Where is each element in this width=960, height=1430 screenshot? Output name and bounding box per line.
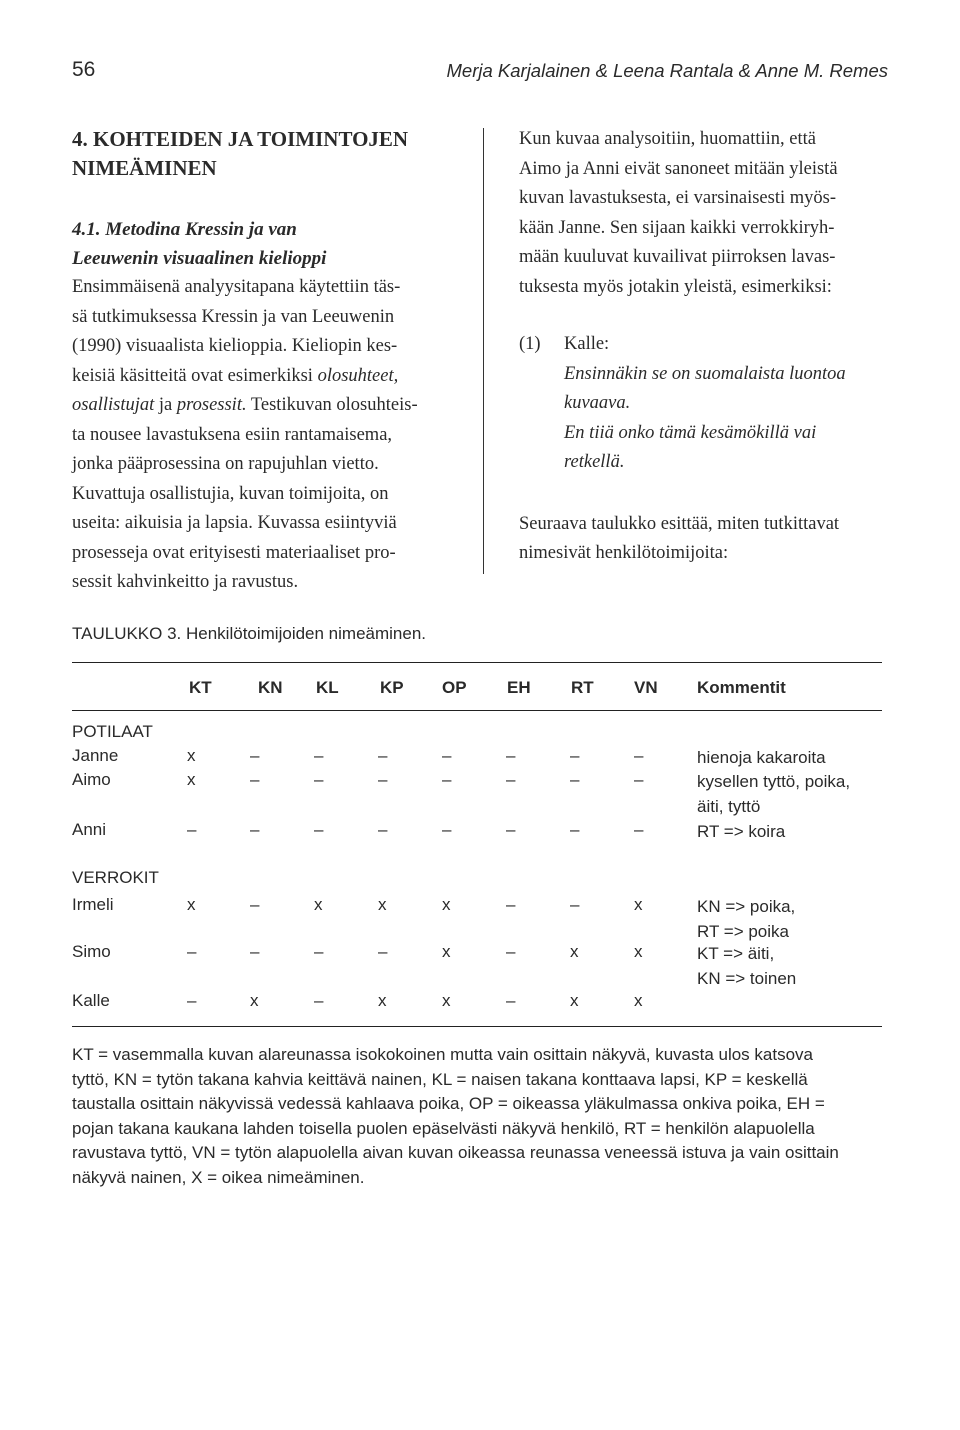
table-cell-kt: x <box>187 770 196 789</box>
right-paragraph <box>519 125 899 302</box>
row-comment: KT => äiti, <box>697 944 775 963</box>
row-comment: KN => poika, <box>697 897 796 916</box>
table-cell-kp: – <box>378 942 388 961</box>
table-cell-eh: – <box>506 820 516 839</box>
table-cell-kp: – <box>378 820 388 839</box>
paragraph-line: ta nousee lavastuksena esiin rantamaisema, <box>72 424 393 445</box>
column-header-kt: KT <box>189 678 212 697</box>
row-label: Janne <box>72 746 119 765</box>
table-cell-kp: – <box>378 746 388 765</box>
column-header-kn: KN <box>258 678 283 697</box>
group-label: POTILAAT <box>72 722 153 741</box>
row-label: Anni <box>72 820 107 839</box>
table-cell-eh: – <box>506 991 516 1010</box>
paragraph-line: jonka pääprosessina on rapujuhlan vietto. <box>72 454 379 474</box>
footnote-line: taustalla osittain näkyvissä vedessä kahlaava poika, OP = oikeassa yläkulmassa onkiva poika, EH = <box>72 1094 825 1113</box>
section-title <box>72 125 450 183</box>
row-comment: KN => toinen <box>697 968 797 988</box>
row-comment: RT => koira <box>697 822 786 841</box>
table-cell-op: – <box>442 820 452 839</box>
paragraph-line: useita: aikuisia ja lapsia. Kuvassa esiintyviä <box>72 513 397 533</box>
paragraph-line: mään kuuluvat kuvailivat piirroksen lavas- <box>519 247 836 267</box>
subsection-title <box>72 215 450 273</box>
right-column <box>519 125 899 569</box>
paragraph-line: (1990) visuaalista kielioppia. Kieliopin kes- <box>72 336 398 356</box>
section-title-line: NIMEÄMINEN <box>72 156 217 180</box>
table-cell-vn: – <box>634 820 644 839</box>
table-cell-kl: – <box>314 942 324 961</box>
paragraph-line: sessit kahvinkeitto ja ravustus. <box>72 572 299 592</box>
table-cell-vn: – <box>634 770 644 789</box>
paragraph-line: sä tutkimuksessa Kressin ja van Leeuwenin <box>72 306 395 327</box>
table-cell-rt: – <box>570 820 580 839</box>
table-cell-kp: x <box>378 991 387 1010</box>
table-cell-op: x <box>442 991 451 1010</box>
example-number: (1) <box>519 334 541 354</box>
table-cell-kn: – <box>250 820 260 839</box>
table-cell-op: – <box>442 746 452 765</box>
paragraph-line: Kun kuvaa analysoitiin, huomattiin, että <box>519 129 816 149</box>
table-rule-top <box>72 662 882 663</box>
column-divider <box>483 128 484 574</box>
table-cell-kl: – <box>314 820 324 839</box>
row-label: Simo <box>72 942 111 961</box>
page-number: 56 <box>72 58 96 81</box>
paragraph-line: Aimo ja Anni eivät sanoneet mitään yleistä <box>519 158 838 179</box>
table-cell-kn: – <box>250 895 260 914</box>
column-header-vn: VN <box>634 678 658 697</box>
paragraph-line: nimesivät henkilötoimijoita: <box>519 543 729 563</box>
table-cell-eh: – <box>506 746 516 765</box>
subsection-title-line: 4.1. Metodina Kressin ja van <box>72 219 297 240</box>
table-cell-kt: – <box>187 820 197 839</box>
table-footnote <box>72 1043 877 1190</box>
subsection-title-line: Leeuwenin visuaalinen kielioppi <box>72 248 327 269</box>
example-line: En tiiä onko tämä kesämökillä vai <box>564 422 817 443</box>
example-line: kuvaava. <box>564 393 631 413</box>
paragraph-line: Ensimmäisenä analyysitapana käytettiin täs- <box>72 277 401 297</box>
table-cell-kt: x <box>187 895 196 914</box>
column-header-op: OP <box>442 678 467 697</box>
column-header-rt: RT <box>571 678 594 697</box>
example-1 <box>519 330 899 478</box>
table-cell-kl: – <box>314 770 324 789</box>
row-label: Irmeli <box>72 895 114 914</box>
footnote-line: pojan takana kaukana lahden toisella puolen epäselvästi näkyvä henkilö, RT = henkilön alapuolella <box>72 1118 815 1138</box>
table-rule-header <box>72 710 882 711</box>
table-cell-vn: x <box>634 942 643 961</box>
row-label: Aimo <box>72 770 111 789</box>
table-cell-eh: – <box>506 770 516 789</box>
table-cell-kn: – <box>250 770 260 789</box>
table-cell-kt: – <box>187 942 197 961</box>
table-cell-kt: x <box>187 746 196 765</box>
table-cell-rt: x <box>570 942 579 961</box>
table-cell-kp: x <box>378 895 387 914</box>
table-cell-rt: – <box>570 746 580 765</box>
left-column <box>72 125 450 598</box>
example-speaker: Kalle: <box>564 334 610 354</box>
table-cell-op: x <box>442 942 451 961</box>
paragraph-line: keisiä käsitteitä ovat esimerkiksi olosuhteet, <box>72 365 399 386</box>
table-cell-vn: x <box>634 895 643 914</box>
table-cell-kt: – <box>187 991 197 1010</box>
table-cell-kp: – <box>378 770 388 789</box>
table-cell-kn: – <box>250 746 260 765</box>
paragraph-line: tuksesta myös jotakin yleistä, esimerkiksi: <box>519 276 832 297</box>
table-cell-rt: x <box>570 991 579 1010</box>
table-cell-kl: – <box>314 746 324 765</box>
table-cell-eh: – <box>506 942 516 961</box>
table-cell-kl: x <box>314 895 323 914</box>
footnote-line: ravustava tyttö, VN = tytön alapuolella aivan kuvan oikeassa reunassa veneessä istuva ja vain osittain <box>72 1143 839 1162</box>
footnote-line: tyttö, KN = tytön takana kahvia keittävä nainen, KL = naisen takana konttaava lapsi, KP = keskellä <box>72 1069 808 1089</box>
table-cell-rt: – <box>570 895 580 914</box>
example-line: Ensinnäkin se on suomalaista luontoa <box>564 363 846 384</box>
footnote-line: KT = vasemmalla kuvan alareunassa isokokoinen mutta vain osittain näkyvä, kuvasta ulos katsova <box>72 1045 813 1064</box>
example-line: retkellä. <box>564 452 625 472</box>
table-cell-vn: x <box>634 991 643 1010</box>
closing-paragraph <box>519 510 899 569</box>
table-cell-kn: x <box>250 991 259 1010</box>
paragraph-line: osallistujat ja prosessit. Testikuvan olosuhteis- <box>72 395 418 415</box>
group-label: VERROKIT <box>72 868 159 887</box>
column-header-comments: Kommentit <box>697 678 786 697</box>
paragraph-line: kään Janne. Sen sijaan kaikki verrokkiryh- <box>519 217 835 238</box>
running-head: Merja Karjalainen & Leena Rantala & Anne M. Remes <box>446 60 888 81</box>
table-cell-op: x <box>442 895 451 914</box>
table-cell-eh: – <box>506 895 516 914</box>
column-header-kl: KL <box>316 678 339 697</box>
table-cell-op: – <box>442 770 452 789</box>
paragraph-line: prosesseja ovat erityisesti materiaaliset pro- <box>72 542 396 563</box>
table-caption: TAULUKKO 3. Henkilötoimijoiden nimeäminen. <box>72 624 427 643</box>
column-header-kp: KP <box>380 678 404 697</box>
paragraph-line: Kuvattuja osallistujia, kuvan toimijoita, on <box>72 483 389 504</box>
row-comment: hienoja kakaroita <box>697 748 826 767</box>
section-title-line: 4. KOHTEIDEN JA TOIMINTOJEN <box>72 127 409 151</box>
footnote-line: näkyvä nainen, X = oikea nimeäminen. <box>72 1167 365 1187</box>
row-comment: äiti, tyttö <box>697 796 761 816</box>
table-cell-kl: – <box>314 991 324 1010</box>
column-header-eh: EH <box>507 678 531 697</box>
row-comment: RT => poika <box>697 921 789 941</box>
paragraph-line: Seuraava taulukko esittää, miten tutkittavat <box>519 513 840 534</box>
table-cell-vn: – <box>634 746 644 765</box>
paragraph-line: kuvan lavastuksesta, ei varsinaisesti myös- <box>519 188 837 208</box>
row-comment: kysellen tyttö, poika, <box>697 772 851 791</box>
table-rule-bottom <box>72 1026 882 1027</box>
table-cell-rt: – <box>570 770 580 789</box>
row-label: Kalle <box>72 991 110 1010</box>
left-paragraph <box>72 273 450 598</box>
table-cell-kn: – <box>250 942 260 961</box>
